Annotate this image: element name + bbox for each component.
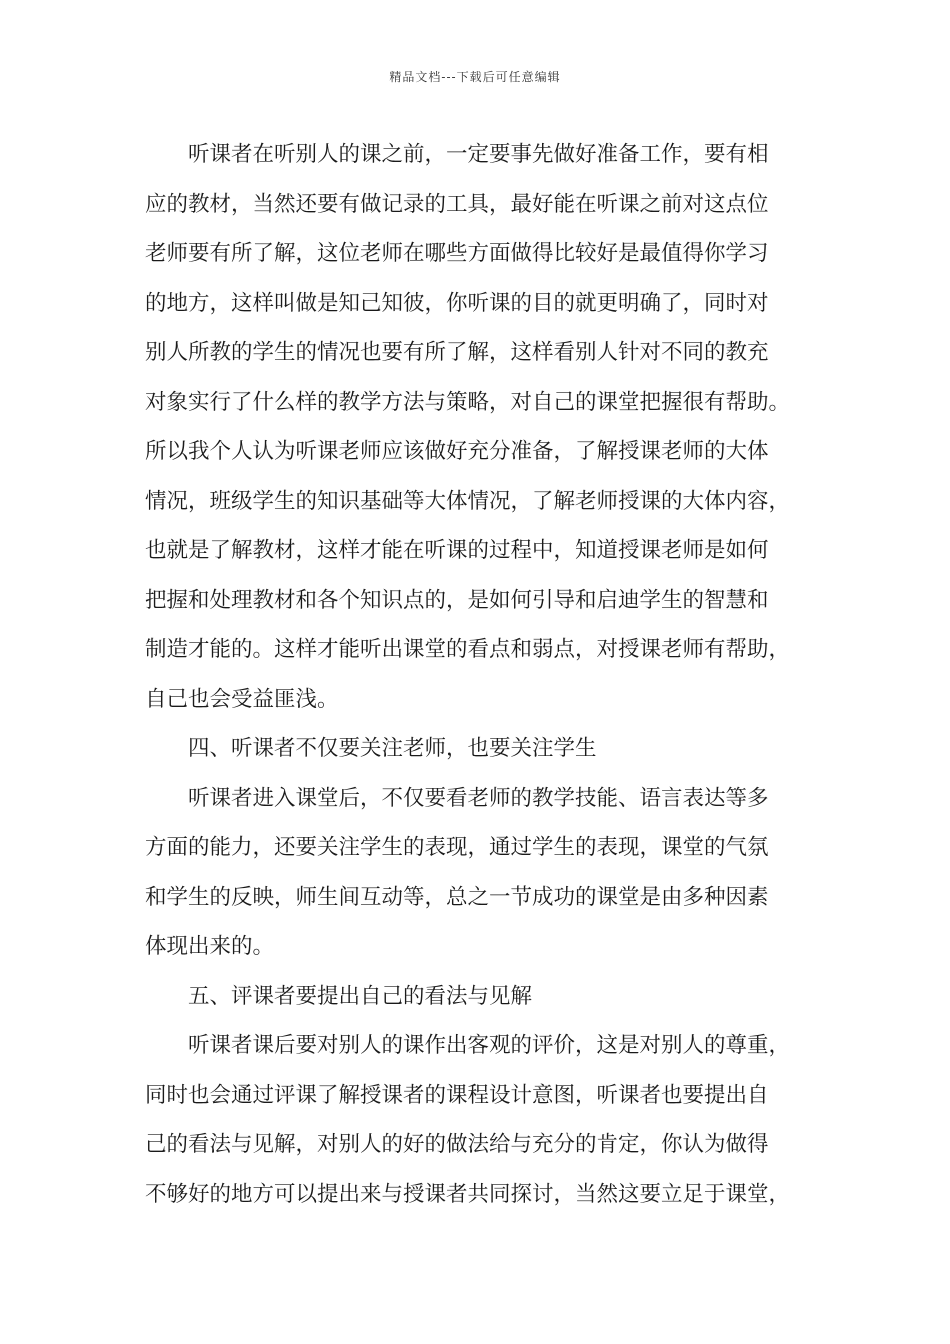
paragraph-line: 的地方，这样叫做是知己知彼，你听课的目的就更明确了，同时对 xyxy=(145,290,769,316)
paragraph-line: 听课者课后要对别人的课作出客观的评价，这是对别人的尊重， xyxy=(188,1033,791,1058)
paragraph-line: 别人所教的学生的情况也要有所了解，这样看别人针对不同的教充 xyxy=(145,340,769,365)
paragraph-line: 情况，班级学生的知识基础等大体情况，了解老师授课的大体内容， xyxy=(145,488,791,514)
paragraph-line: 体现出来的。 xyxy=(145,934,275,959)
page-header: 精品文档---下载后可任意编辑 xyxy=(389,70,561,84)
paragraph-line: 制造才能的。这样才能听出课堂的看点和弱点，对授课老师有帮助， xyxy=(145,637,791,662)
paragraph-line: 对象实行了什么样的教学方法与策略，对自己的课堂把握很有帮助。 xyxy=(145,389,791,415)
section-heading: 四、听课者不仅要关注老师，也要关注学生 xyxy=(188,736,597,761)
paragraph-line: 听课者进入课堂后，不仅要看老师的教学技能、语言表达等多 xyxy=(188,785,769,811)
paragraph-line: 自己也会受益匪浅。 xyxy=(145,686,339,712)
paragraph-line: 把握和处理教材和各个知识点的，是如何引导和启迪学生的智慧和 xyxy=(145,587,769,613)
paragraph-line: 不够好的地方可以提出来与授课者共同探讨，当然这要立足于课堂， xyxy=(145,1181,791,1207)
section-heading: 五、评课者要提出自己的看法与见解 xyxy=(188,983,533,1009)
paragraph-line: 方面的能力，还要关注学生的表现，通过学生的表现，课堂的气氛 xyxy=(145,835,769,860)
document-body xyxy=(145,130,825,1219)
paragraph-line: 应的教材，当然还要有做记录的工具，最好能在听课之前对这点位 xyxy=(145,191,769,217)
paragraph-line: 同时也会通过评课了解授课者的课程设计意图，听课者也要提出自 xyxy=(145,1082,769,1108)
paragraph-line: 也就是了解教材，这样才能在听课的过程中，知道授课老师是如何 xyxy=(145,538,769,563)
paragraph-line: 和学生的反映，师生间互动等，总之一节成功的课堂是由多种因素 xyxy=(145,884,769,910)
paragraph-line: 己的看法与见解，对别人的好的做法给与充分的肯定，你认为做得 xyxy=(145,1132,769,1157)
paragraph-line: 所以我个人认为听课老师应该做好充分准备，了解授课老师的大体 xyxy=(145,439,769,464)
paragraph-line: 听课者在听别人的课之前，一定要事先做好准备工作，要有相 xyxy=(188,142,769,167)
paragraph-line: 老师要有所了解，这位老师在哪些方面做得比较好是最值得你学习 xyxy=(145,241,769,266)
